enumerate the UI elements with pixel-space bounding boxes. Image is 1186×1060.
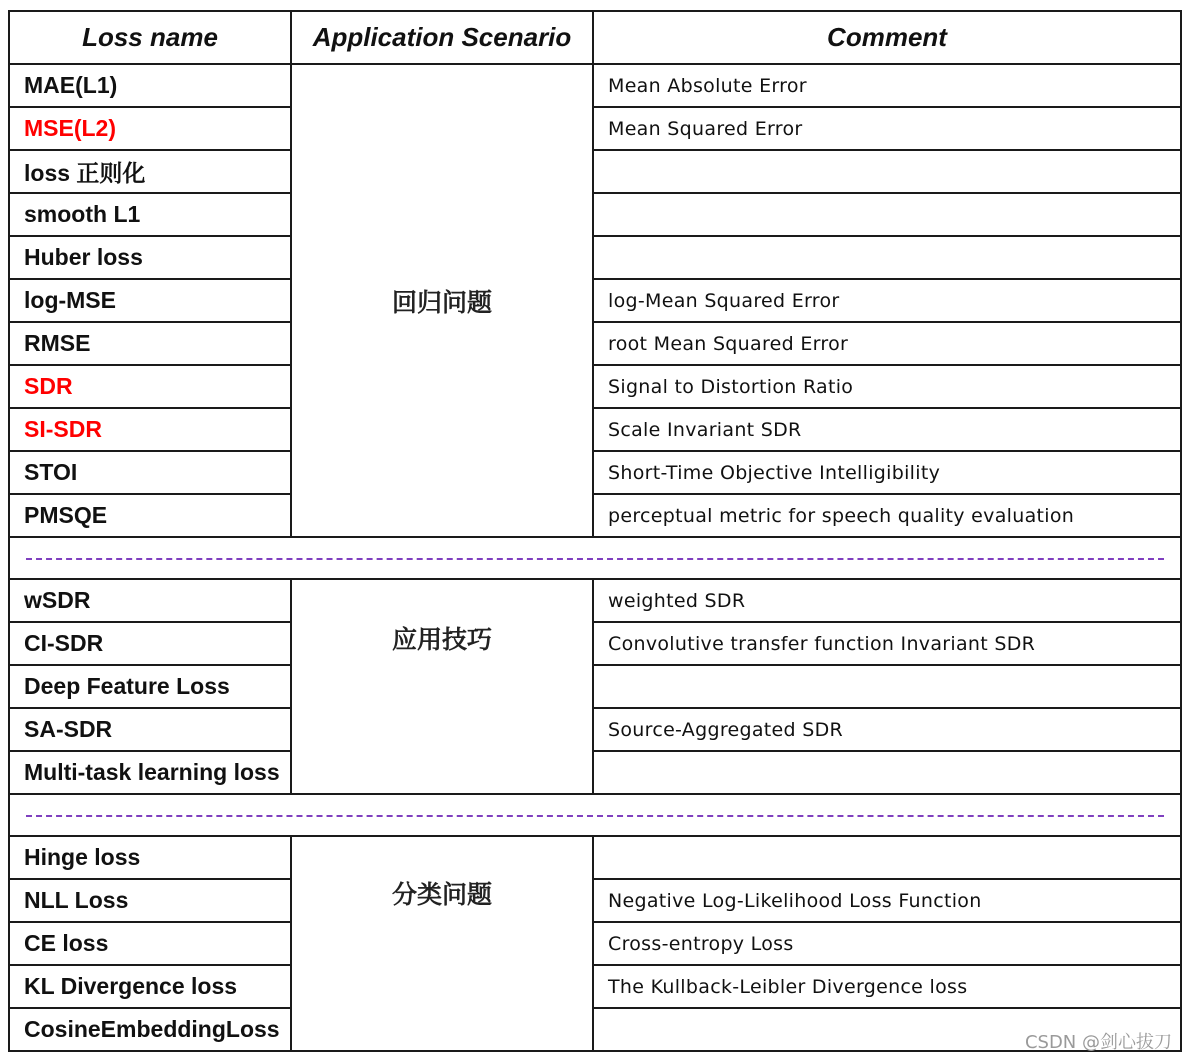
table-row (9, 1008, 1181, 1051)
loss-name-cell: RMSE (9, 322, 291, 365)
table-row (9, 451, 1181, 494)
comment-cell (593, 836, 1181, 879)
loss-name-cell: CI-SDR (9, 622, 291, 665)
header-row (9, 11, 1181, 64)
table-row (9, 279, 1181, 322)
scenario-cell: 分类问题 (291, 836, 593, 1051)
comment-cell: root Mean Squared Error (593, 322, 1181, 365)
comment-cell: Cross-entropy Loss (593, 922, 1181, 965)
loss-name-cell: Multi-task learning loss (9, 751, 291, 794)
table-row (9, 322, 1181, 365)
table-row (9, 965, 1181, 1008)
dashed-divider (26, 558, 1164, 560)
table-row (9, 193, 1181, 236)
comment-cell: Convolutive transfer function Invariant SDR (593, 622, 1181, 665)
comment-cell: Signal to Distortion Ratio (593, 365, 1181, 408)
header-loss-name: Loss name (9, 11, 291, 64)
comment-cell: Negative Log-Likelihood Loss Function (593, 879, 1181, 922)
separator-cell (9, 794, 1181, 836)
group-separator (9, 794, 1181, 836)
loss-name-cell: Deep Feature Loss (9, 665, 291, 708)
comment-cell (593, 193, 1181, 236)
table-row (9, 665, 1181, 708)
table-row (9, 107, 1181, 150)
table-row (9, 622, 1181, 665)
loss-name-cell: MAE(L1) (9, 64, 291, 107)
table-row (9, 879, 1181, 922)
table-row (9, 365, 1181, 408)
loss-table (8, 10, 1182, 1052)
separator-cell (9, 537, 1181, 579)
loss-name-cell: CE loss (9, 922, 291, 965)
comment-cell: Short-Time Objective Intelligibility (593, 451, 1181, 494)
loss-name-cell: SA-SDR (9, 708, 291, 751)
comment-cell: The Kullback-Leibler Divergence loss (593, 965, 1181, 1008)
comment-cell: Source-Aggregated SDR (593, 708, 1181, 751)
loss-name-cell: wSDR (9, 579, 291, 622)
scenario-cell: 应用技巧 (291, 579, 593, 794)
loss-name-cell: Huber loss (9, 236, 291, 279)
table-row (9, 708, 1181, 751)
loss-name-cell: PMSQE (9, 494, 291, 537)
loss-name-cell: SDR (9, 365, 291, 408)
header-comment: Comment (593, 11, 1181, 64)
loss-name-cell: CosineEmbeddingLoss (9, 1008, 291, 1051)
table-row (9, 236, 1181, 279)
loss-name-cell: Hinge loss (9, 836, 291, 879)
comment-cell (593, 236, 1181, 279)
watermark: CSDN @剑心拔刀 (1024, 1032, 1172, 1053)
table-row (9, 751, 1181, 794)
scenario-cell: 回归问题 (291, 64, 593, 537)
loss-name-cell: loss 正则化 (9, 150, 291, 193)
comment-cell: weighted SDR (593, 579, 1181, 622)
table-row (9, 408, 1181, 451)
loss-name-cell: KL Divergence loss (9, 965, 291, 1008)
dashed-divider (26, 815, 1164, 817)
loss-name-cell: smooth L1 (9, 193, 291, 236)
comment-cell: log-Mean Squared Error (593, 279, 1181, 322)
table-row (9, 836, 1181, 879)
loss-name-cell: SI-SDR (9, 408, 291, 451)
loss-name-cell: NLL Loss (9, 879, 291, 922)
comment-cell: Scale Invariant SDR (593, 408, 1181, 451)
table-body (9, 64, 1181, 1051)
header-application-scenario: Application Scenario (291, 11, 593, 64)
table-row (9, 150, 1181, 193)
comment-cell: Mean Absolute Error (593, 64, 1181, 107)
comment-cell (593, 665, 1181, 708)
loss-name-cell: STOI (9, 451, 291, 494)
loss-name-cell: MSE(L2) (9, 107, 291, 150)
comment-cell: perceptual metric for speech quality evaluation (593, 494, 1181, 537)
table-row (9, 579, 1181, 622)
table-row (9, 922, 1181, 965)
comment-cell (593, 150, 1181, 193)
comment-cell (593, 751, 1181, 794)
comment-cell: Mean Squared Error (593, 107, 1181, 150)
table-row (9, 64, 1181, 107)
group-separator (9, 537, 1181, 579)
table-row (9, 494, 1181, 537)
loss-name-cell: log-MSE (9, 279, 291, 322)
